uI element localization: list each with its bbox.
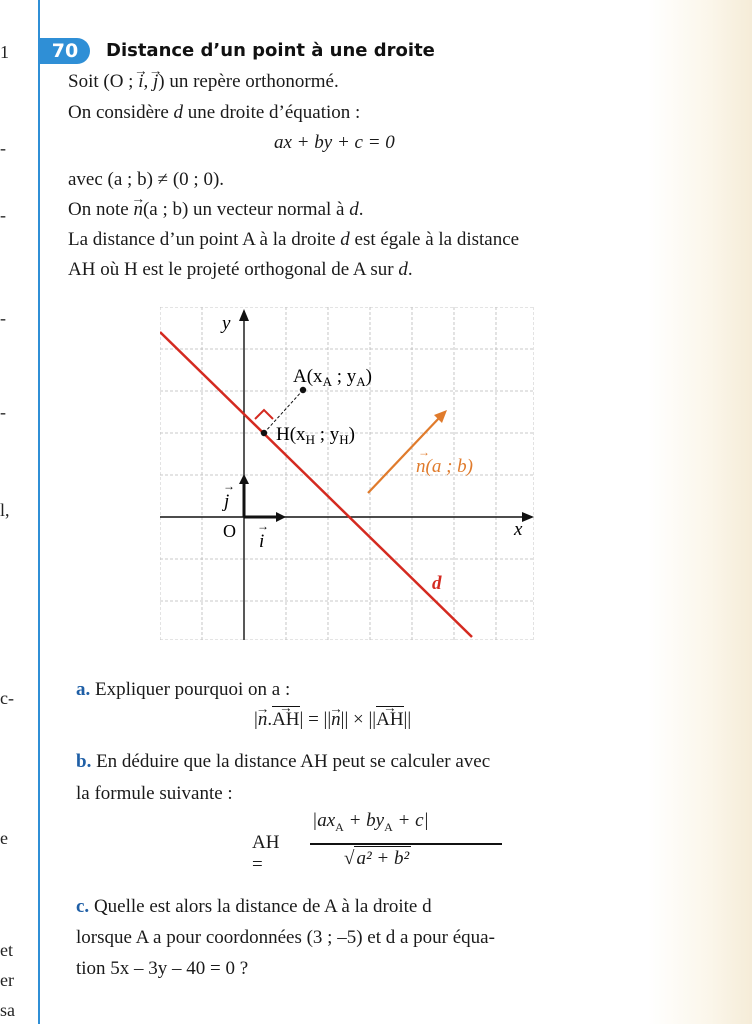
formula-lhs: AH =	[252, 832, 280, 875]
question-a-formula: |→ n.→ AH| = ||→ n|| × ||→ AH||	[254, 706, 411, 732]
point-h-label: $H(x_H$ ; $y_H$)	[276, 424, 355, 447]
intro-line-4: On note → n(a ; b) un vecteur normal à d.	[68, 198, 363, 222]
origin-label: O	[223, 521, 236, 541]
question-c-line-1: c. Quelle est alors la distance de A à la droite d	[76, 896, 432, 917]
intro-line-5: La distance d’un point A à la droite d est égale à la distance	[68, 229, 520, 250]
intro-line-2: On considère d une droite d’équation :	[68, 102, 361, 123]
formula-numerator: $|ax_A + by_A + c|$	[312, 810, 429, 834]
y-axis-arrow	[239, 309, 249, 321]
margin-fragment: 1	[0, 42, 9, 62]
margin-fragment: et	[0, 940, 13, 960]
x-axis-arrow	[522, 512, 534, 522]
exercise-number-badge: 70	[40, 38, 90, 64]
margin-rule	[38, 0, 40, 1024]
point-a-label: $A(x_A$ ; $y_A$)	[293, 366, 372, 389]
vector-i: → i	[138, 70, 143, 94]
svg-text:→: →	[257, 519, 269, 533]
question-b-line-2: la formule suivante :	[76, 783, 233, 804]
margin-fragment: c-	[0, 688, 14, 708]
question-a: a. Expliquer pourquoi on a :	[76, 679, 291, 700]
svg-text:→: →	[223, 479, 235, 493]
point-a	[300, 387, 306, 393]
svg-text:→: →	[418, 445, 430, 459]
margin-fragment: e	[0, 828, 8, 848]
vector-n: → n	[133, 198, 143, 222]
vector-j: → j	[153, 70, 158, 94]
margin-fragment: -	[0, 205, 6, 225]
margin-fragment: -	[0, 402, 6, 422]
distance-figure	[160, 307, 534, 640]
margin-fragment: er	[0, 970, 14, 990]
page-gutter	[648, 0, 752, 1024]
exercise-title: Distance d’un point à une droite	[106, 40, 435, 61]
question-b-line-1: b. En déduire que la distance AH peut se calculer avec	[76, 751, 491, 772]
unit-vector-i-label: i	[259, 531, 265, 552]
x-axis-label: x	[514, 519, 523, 540]
intro-line-1: Soit (O ; → i, → j) un repère orthonormé.	[68, 70, 339, 94]
intro-line-6: AH où H est le projeté orthogonal de A sur d.	[68, 259, 413, 280]
unit-vector-j-label: j	[224, 491, 230, 512]
grid	[160, 307, 534, 640]
formula-denominator: √ a² + b²	[344, 848, 410, 869]
right-angle-marker	[255, 410, 273, 419]
line-d-label: d	[432, 573, 442, 594]
margin-fragment: -	[0, 308, 6, 328]
question-c-line-3: tion 5x – 3y – 40 = 0 ?	[76, 958, 249, 979]
point-h	[261, 430, 267, 436]
margin-fragment: -	[0, 138, 6, 158]
question-c-line-2: lorsque A a pour coordonnées (3 ; –5) et d a pour équa-	[76, 927, 495, 948]
y-axis-label: y	[222, 313, 231, 334]
margin-fragment: l,	[0, 500, 10, 520]
line-equation: ax + by + c = 0	[274, 132, 395, 153]
normal-vector-label: n(a ; b)	[416, 456, 473, 477]
margin-fragment: sa	[0, 1000, 15, 1020]
fraction-bar	[310, 843, 502, 845]
intro-line-3: avec (a ; b) ≠ (0 ; 0).	[68, 169, 225, 190]
